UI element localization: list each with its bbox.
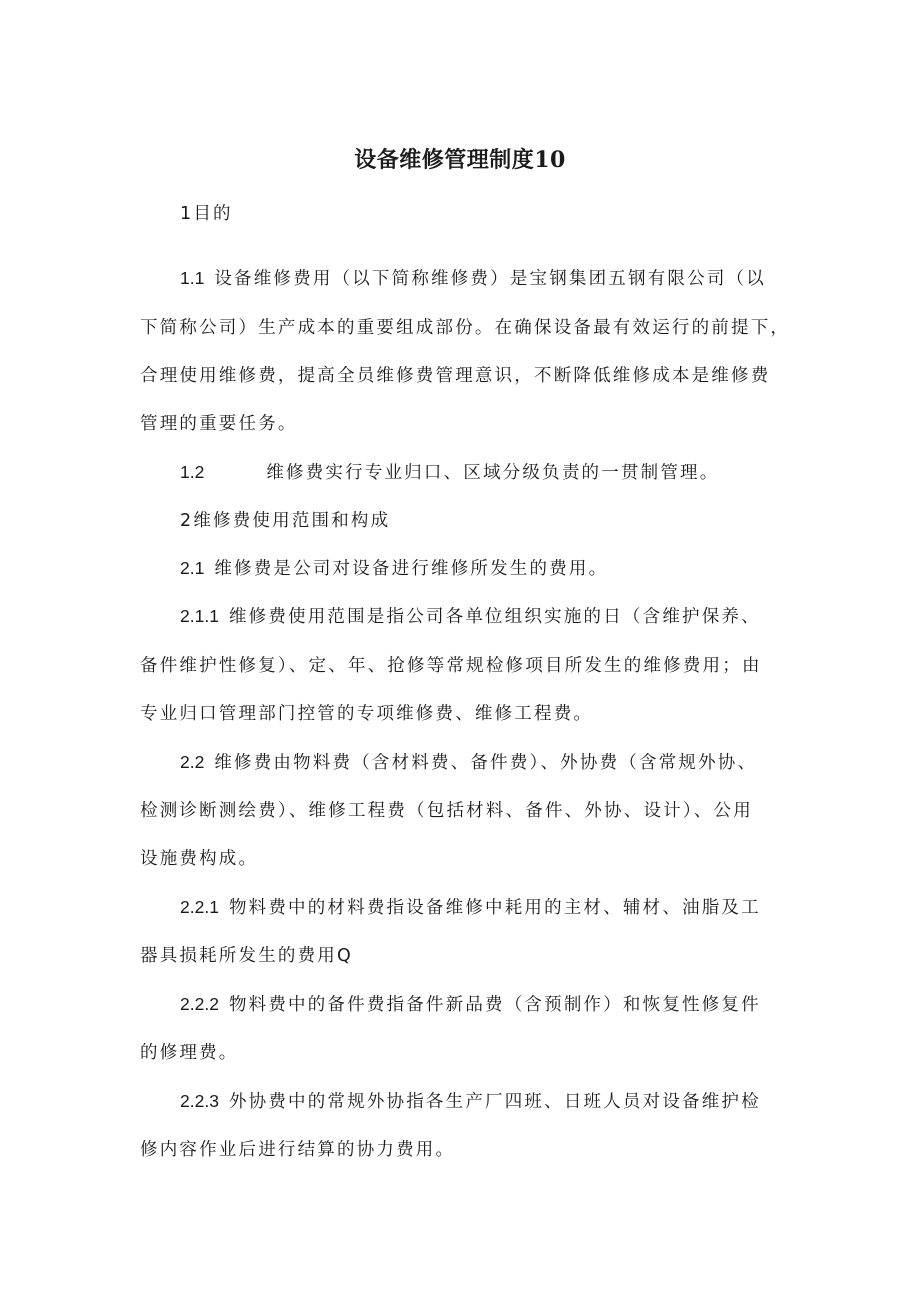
paragraph-1-1-line-1 — [180, 265, 766, 290]
paragraph-text: 外协费中的常规外协指各生产厂四班、日班人员对设备维护检 — [228, 1092, 761, 1112]
clause-number: 1.1 — [180, 268, 205, 288]
paragraph-2-2-1-line-2: 器具损耗所发生的费用Q — [140, 946, 353, 966]
paragraph-1-1-line-4: 管理的重要任务。 — [140, 414, 298, 434]
paragraph-2-2-2-line-1 — [180, 991, 761, 1016]
paragraph-2-2-2-line-2: 的修理费。 — [140, 1043, 239, 1063]
clause-number: 2.2.1 — [180, 897, 219, 917]
section-2-heading: 2维修费使用范围和构成 — [180, 511, 391, 531]
paragraph-2-2-line-1 — [180, 749, 757, 774]
paragraph-text: 维修费由物料费（含材料费、备件费）、外协费（含常规外协、 — [214, 753, 758, 773]
paragraph-2-1-1-line-1 — [180, 603, 761, 628]
paragraph-2-2-3-line-2: 修内容作业后进行结算的协力费用。 — [140, 1140, 456, 1160]
paragraph-text: 维修费使用范围是指公司各单位组织实施的日（含维护保养、 — [228, 607, 761, 627]
clause-number: 2.1 — [180, 558, 205, 578]
clause-number: 2.2.3 — [180, 1091, 219, 1111]
paragraph-1-1-line-3: 合理使用维修费，提高全员维修费管理意识，不断降低维修成本是维修费 — [140, 366, 771, 386]
paragraph-2-2-1-line-1 — [180, 894, 761, 919]
paragraph-text: 物料费中的材料费指设备维修中耗用的主材、辅材、油脂及工 — [228, 898, 761, 918]
paragraph-text: 维修费实行专业归口、区域分级负责的一贯制管理。 — [266, 463, 720, 483]
paragraph-text: 设备维修费用（以下简称维修费）是宝钢集团五钢有限公司（以 — [214, 269, 766, 289]
paragraph-2-1-1-line-2: 备件维护性修复）、定、年、抢修等常规检修项目所发生的维修费用；由 — [140, 656, 762, 676]
paragraph-1-2 — [180, 459, 719, 484]
paragraph-2-2-line-2: 检测诊断测绘费）、维修工程费（包括材料、备件、外协、设计）、公用 — [140, 801, 753, 821]
paragraph-text: 物料费中的备件费指备件新品费（含预制作）和恢复性修复件 — [228, 995, 761, 1015]
clause-number: 1.2 — [180, 462, 205, 482]
clause-number: 2.2 — [180, 752, 205, 772]
paragraph-1-1-line-2: 下简称公司）生产成本的重要组成部份。在确保设备最有效运行的前提下， — [140, 318, 791, 338]
paragraph-2-2-line-3: 设施费构成。 — [140, 849, 259, 869]
paragraph-2-1-1-line-3: 专业归口管理部门控管的专项维修费、维修工程费。 — [140, 704, 594, 724]
paragraph-text: 维修费是公司对设备进行维修所发生的费用。 — [214, 559, 609, 579]
paragraph-2-2-3-line-1 — [180, 1088, 761, 1113]
document-title: 设备维修管理制度10 — [354, 147, 566, 173]
clause-number: 2.1.1 — [180, 606, 219, 626]
section-1-heading: 1目的 — [180, 204, 233, 224]
paragraph-2-1 — [180, 555, 608, 580]
clause-number: 2.2.2 — [180, 994, 219, 1014]
